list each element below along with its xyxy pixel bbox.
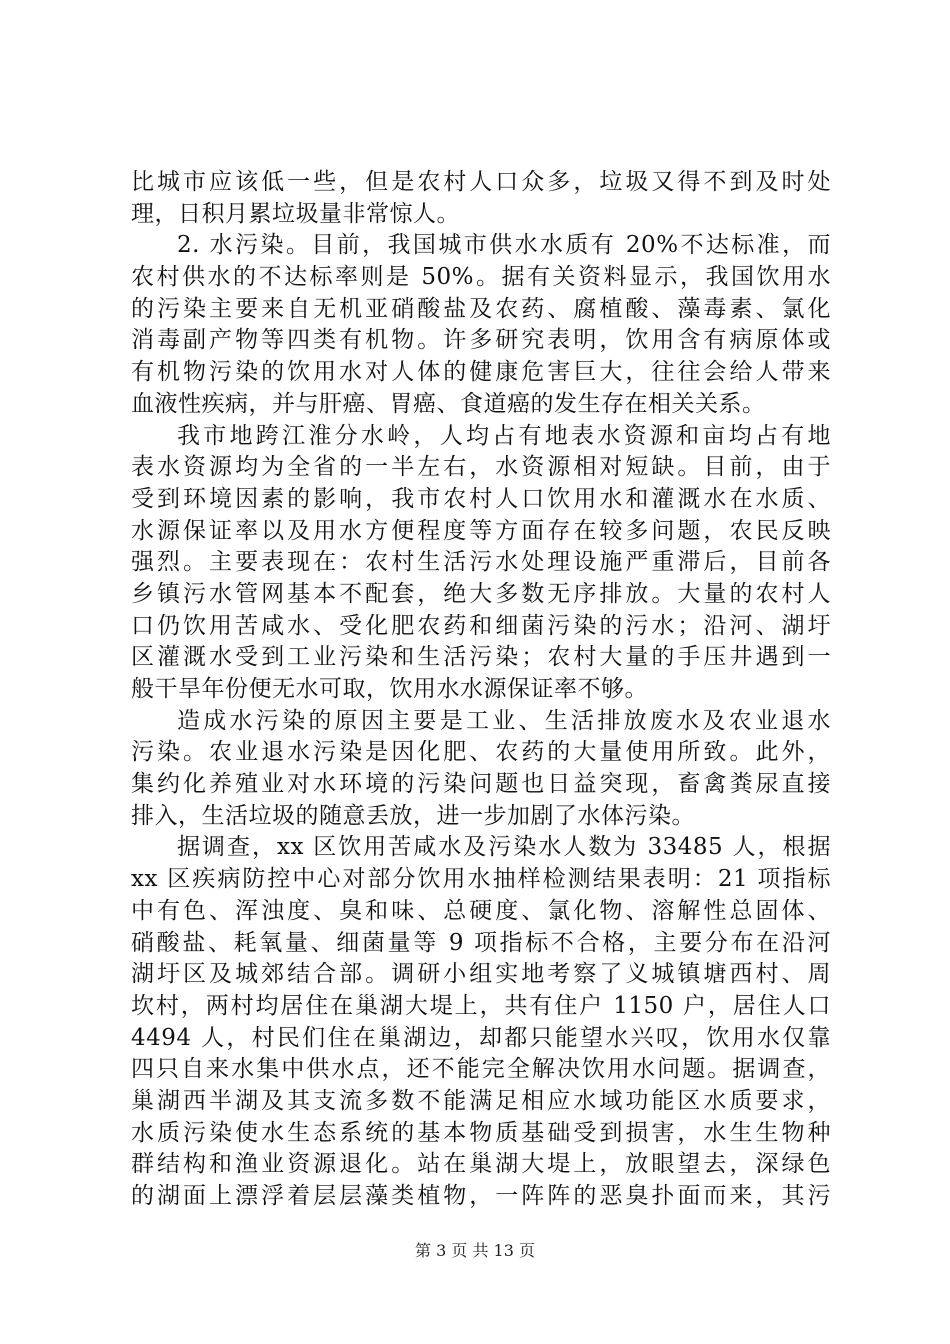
text-line: 污染。农业退水污染是因化肥、农药的大量使用所致。此外， — [131, 739, 831, 766]
body-text — [131, 167, 831, 1213]
text-line: 比城市应该低一些，但是农村人口众多，垃圾又得不到及时处 — [131, 169, 831, 195]
text-line: xx 区疾病防控中心对部分饮用水抽样检测结果表明：21 项指标 — [131, 866, 831, 893]
text-line: 的湖面上漂浮着层层藻类植物，一阵阵的恶臭扑面而来，其污 — [131, 1183, 831, 1209]
text-line: 血液性疾病，并与肝癌、胃癌、食道癌的发生存在相关关系。 — [131, 390, 766, 417]
text-line: 口仍饮用苦咸水、受化肥农药和细菌污染的污水；沿河、湖圩 — [131, 612, 831, 639]
text-line: 湖圩区及城郊结合部。调研小组实地考察了义城镇塘西村、周 — [131, 961, 831, 988]
page-footer: 第 3 页 共 13 页 — [415, 1241, 535, 1260]
text-line: 中有色、浑浊度、臭和味、总硬度、氯化物、溶解性总固体、 — [131, 897, 831, 924]
text-line: 硝酸盐、耗氧量、细菌量等 9 项指标不合格，主要分布在沿河 — [131, 929, 831, 956]
text-line: 受到环境因素的影响，我市农村人口饮用水和灌溉水在水质、 — [131, 485, 831, 512]
text-line: 农村供水的不达标率则是 50%。据有关资料显示，我国饮用水 — [131, 264, 831, 291]
text-line: 4494 人，村民们住在巢湖边，却都只能望水兴叹，饮用水仅靠 — [131, 1024, 831, 1051]
text-line: 水源保证率以及用水方便程度等方面存在较多问题，农民反映 — [131, 517, 831, 544]
text-line: 造成水污染的原因主要是工业、生活排放废水及农业退水 — [177, 707, 831, 734]
text-line: 我市地跨江淮分水岭，人均占有地表水资源和亩均占有地 — [177, 422, 831, 449]
text-line: 据调查，xx 区饮用苦咸水及污染水人数为 33485 人，根据 — [177, 834, 831, 861]
text-line: 区灌溉水受到工业污染和生活污染；农村大量的手压井遇到一 — [131, 644, 831, 671]
text-line: 表水资源均为全省的一半左右，水资源相对短缺。目前，由于 — [131, 454, 831, 481]
text-line: 强烈。主要表现在：农村生活污水处理设施严重滞后，目前各 — [131, 549, 831, 576]
text-line: 坎村，两村均居住在巢湖大堤上，共有住户 1150 户，居住人口 — [131, 992, 831, 1019]
text-line: 巢湖西半湖及其支流多数不能满足相应水域功能区水质要求， — [131, 1087, 831, 1114]
text-line: 乡镇污水管网基本不配套，绝大多数无序排放。大量的农村人 — [131, 580, 831, 607]
text-line: 理，日积月累垃圾量非常惊人。 — [131, 200, 460, 227]
text-line: 的污染主要来自无机亚硝酸盐及农药、腐植酸、藻毒素、氯化 — [131, 295, 831, 322]
text-line: 四只自来水集中供水点，还不能完全解决饮用水问题。据调查， — [131, 1056, 831, 1083]
text-line: 群结构和渔业资源退化。站在巢湖大堤上，放眼望去，深绿色 — [131, 1151, 831, 1178]
text-line: 有机物污染的饮用水对人体的健康危害巨大，往往会给人带来 — [131, 359, 831, 386]
text-line: 集约化养殖业对水环境的污染问题也日益突现，畜禽粪尿直接 — [131, 771, 831, 798]
text-line: 消毒副产物等四类有机物。许多研究表明，饮用含有病原体或 — [131, 327, 831, 354]
text-line: 般干旱年份便无水可取，饮用水水源保证率不够。 — [131, 676, 648, 702]
text-line: 水质污染使水生态系统的基本物质基础受到损害，水生生物种 — [131, 1119, 831, 1146]
text-line: 排入，生活垃圾的随意丢放，进一步加剧了水体污染。 — [131, 802, 695, 829]
text-line: 2. 水污染。目前，我国城市供水水质有 20%不达标准，而 — [177, 232, 831, 259]
